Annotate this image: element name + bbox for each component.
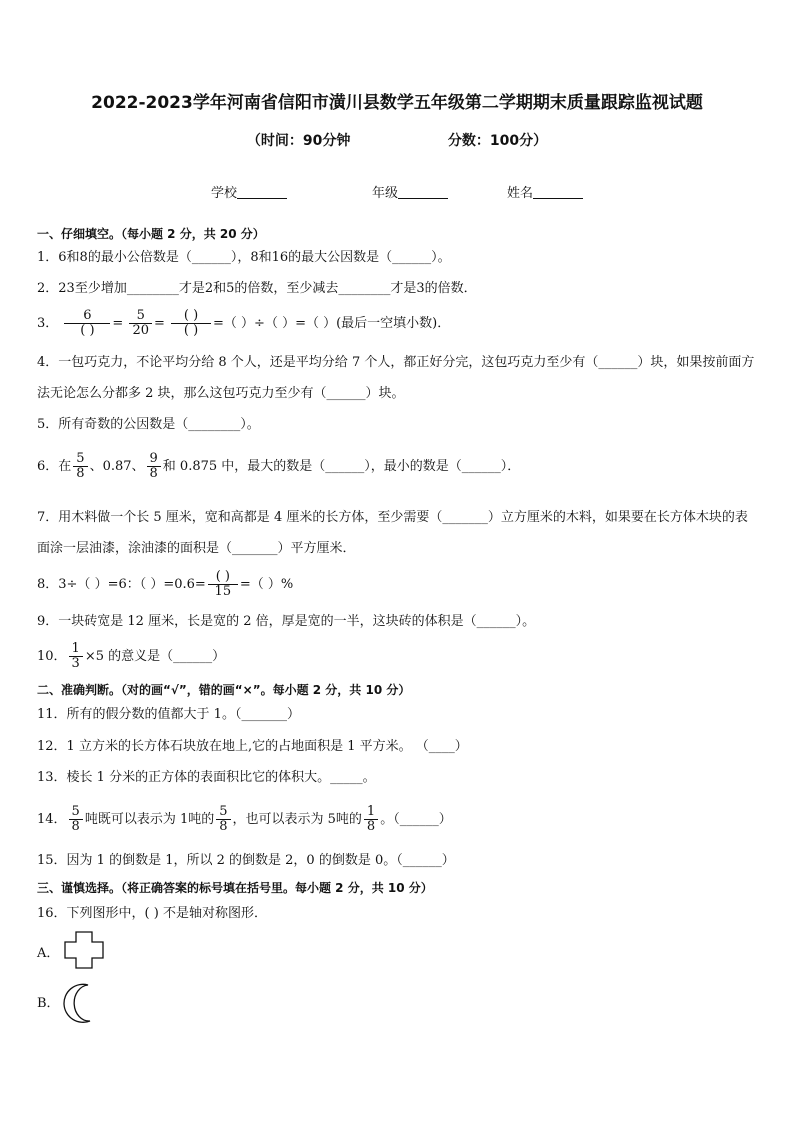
question-1: 1．6和8的最小公倍数是（______），8和16的最大公因数是（______）。: [37, 250, 451, 265]
name-label: 姓名: [507, 186, 534, 201]
fraction: $\frac{6}{( )}$: [64, 309, 110, 338]
question-6: 6．在 $\frac{5}{8}$ 、0.87、 $\frac{9}{8}$ 和 0.875 中，最大的数是（______），最小的数是（______）．: [37, 451, 521, 481]
fraction: $\frac{5}{8}$: [69, 805, 83, 834]
question-15: 15．因为 1 的倒数是 1，所以 2 的倒数是 2，0 的倒数是 0。（______）: [37, 853, 455, 868]
school-blank: [237, 185, 287, 199]
fraction: $\frac{1}{3}$: [69, 642, 83, 671]
fraction: $\frac{5}{8}$: [216, 805, 230, 834]
question-5: 5．所有奇数的公因数是（________）。: [37, 417, 260, 432]
question-8: 8．3÷（ ）=6：（ ）=0.6= $\frac{( )}{15}$ =（ ）%: [37, 569, 294, 599]
question-10: 10． $\frac{1}{3}$ ×5 的意义是（______）: [37, 641, 226, 671]
fraction: $\frac{9}{8}$: [147, 452, 161, 481]
grade-blank: [398, 185, 448, 199]
name-field: [507, 182, 583, 201]
question-11: 11．所有的假分数的值都大于 1。（_______）: [37, 707, 300, 722]
section-2-heading: 二、准确判断。（对的画“√”，错的画“×”。每小题 2 分，共 10 分）: [37, 683, 411, 697]
exam-time-score: （时间：90分钟 分数：100分）: [246, 133, 548, 149]
page-title: 2022-2023学年河南省信阳市潢川县数学五年级第二学期期末质量跟踪监视试题: [91, 93, 703, 113]
option-b-label: B．: [37, 996, 60, 1011]
grade-field: [372, 182, 448, 201]
question-16: 16．下列图形中，( ) 不是轴对称图形．: [37, 906, 267, 921]
fraction: $\frac{1}{8}$: [364, 805, 378, 834]
question-4: 4．一包巧克力，不论平均分给 8 个人，还是平均分给 7 个人，都正好分完，这包巧克力至少有（______）块，如果按前面方法无论怎么分都多 2 块，那么这包巧克力至少有（______）块。: [37, 355, 755, 401]
fraction: $\frac{( )}{( )}$: [171, 309, 211, 338]
question-12: 12．1 立方米的长方体石块放在地上,它的占地面积是 1 平方米。 （____）: [37, 739, 468, 754]
question-13: 13．棱长 1 分米的正方体的表面积比它的体积大。_____。: [37, 770, 376, 785]
question-9: 9．一块砖宽是 12 厘米，长是宽的 2 倍，厚是宽的一半，这块砖的体积是（______）。: [37, 614, 536, 629]
section-3-heading: 三、谨慎选择。（将正确答案的标号填在括号里。每小题 2 分，共 10 分）: [37, 881, 433, 895]
question-2: 2．23至少增加________才是2和5的倍数，至少减去________才是3的倍数．: [37, 281, 477, 296]
question-14: 14． $\frac{5}{8}$ 吨既可以表示为 1吨的 $\frac{5}{8}$ ，也可以表示为 5吨的 $\frac{1}{8}$ 。（______）: [37, 804, 452, 834]
crescent-moon-icon: [62, 982, 96, 1024]
school-label: 学校: [211, 186, 238, 201]
fraction: $\frac{( )}{15}$: [208, 570, 238, 599]
fraction: $\frac{5}{8}$: [73, 452, 87, 481]
section-1-heading: 一、仔细填空。（每小题 2 分，共 20 分）: [37, 227, 265, 241]
question-3: 3． $\frac{6}{( )}$ = $\frac{5}{20}$ = $\frac{( )}{( )}$ =（ ）÷（ ）=（ ）(最后一空填小数)．: [37, 308, 451, 338]
option-a-label: A．: [37, 946, 60, 961]
fraction: $\frac{5}{20}$: [129, 309, 152, 338]
question-7: 7．用木料做一个长 5 厘米，宽和高都是 4 厘米的长方体，至少需要（_______）立方厘米的木料，如果要在长方体木块的表面涂一层油漆，涂油漆的面积是（_______）平方厘米．: [37, 510, 748, 556]
school-field: [211, 182, 287, 201]
name-blank: [533, 185, 583, 199]
cross-shape-icon: [63, 930, 105, 970]
grade-label: 年级: [372, 186, 399, 201]
